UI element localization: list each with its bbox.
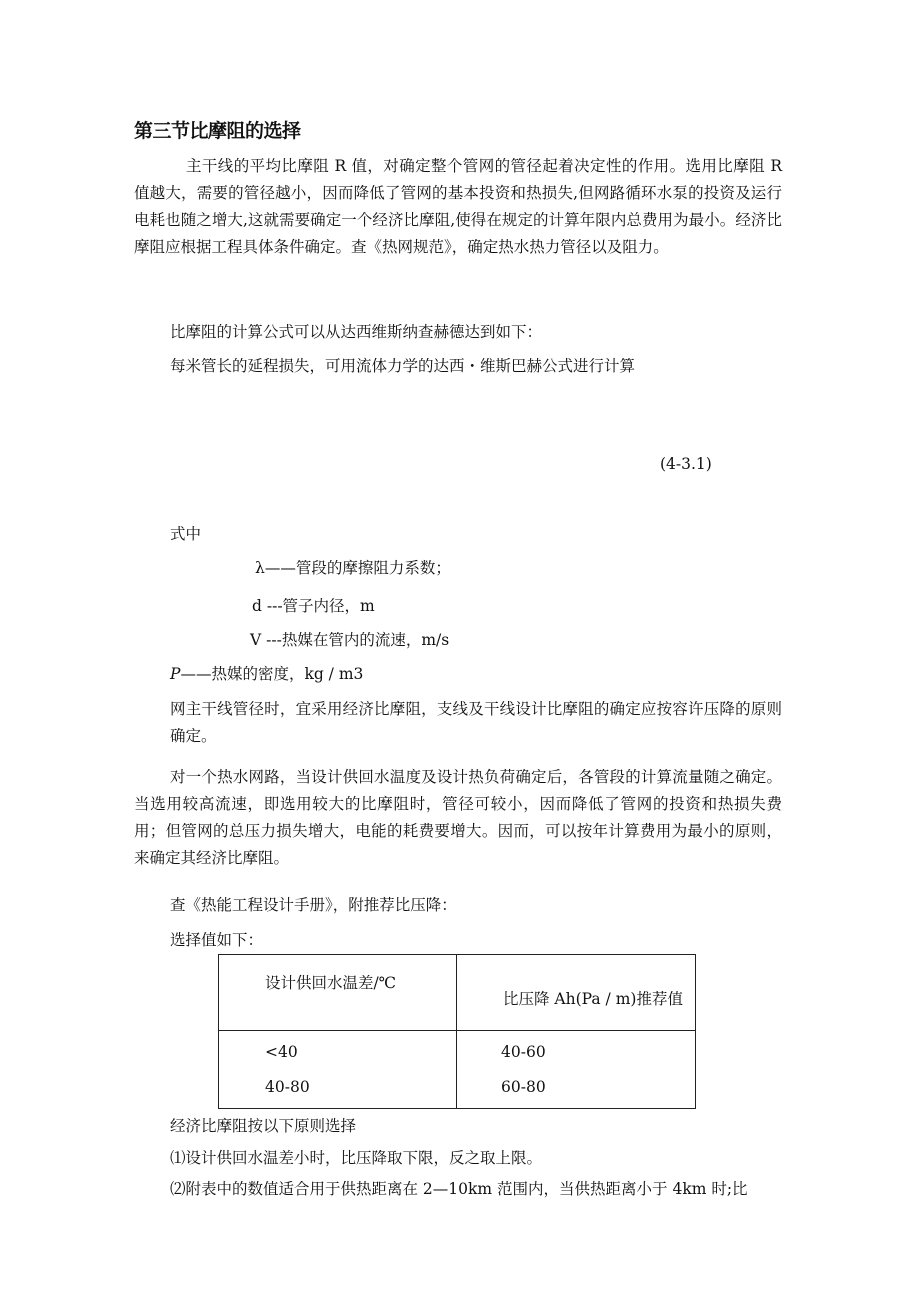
definition-density	[170, 662, 363, 684]
section-title: 第三节比摩阻的选择	[134, 120, 301, 142]
paragraph-design-manual: 查《热能工程设计手册》，附推荐比压降：	[170, 896, 457, 914]
definition-lambda: λ——管段的摩擦阻力系数；	[255, 559, 451, 577]
table-header-temp-diff: 设计供回水温差/℃	[265, 974, 397, 992]
table-column-divider	[456, 955, 457, 1108]
paragraph-intro: 主干线的平均比摩阻 R 值，对确定整个管网的管径起着决定性的作用。选用比摩阻 R 值越大，需要的管径越小，因而降低了管网的基本投资和热损失,但网路循环水泵的投资及运行电耗也随之增大,这就需要确定一个经济比摩阻,使得在规定的计算年限内总费用为最小。经济比摩阻应根据工程具体条件确定。查《热网规范》，确定热水热力管径以及阻力。	[134, 157, 782, 256]
paragraph-economic-principles: 经济比摩阻按以下原则选择	[170, 1117, 357, 1135]
definition-density-text: ——热媒的密度，kg / m3	[180, 665, 364, 683]
equation-number: (4-3.1)	[660, 455, 712, 473]
table-cell: 40-60	[501, 1043, 546, 1061]
table-cell: 60-80	[501, 1078, 546, 1096]
rho-symbol: P	[170, 665, 181, 683]
recommended-pressure-drop-table	[218, 954, 696, 1109]
paragraph-formula-source: 比摩阻的计算公式可以从达西维斯纳查赫德达到如下：	[170, 323, 543, 341]
table-cell: <40	[265, 1043, 298, 1061]
paragraph-main-pipe	[170, 696, 782, 750]
where-label: 式中	[170, 525, 202, 543]
paragraph-main-pipe-text: 网主干线管径时，宜采用经济比摩阻，支线及干线设计比摩阻的确定应按容许压降的原则确定。	[170, 700, 782, 745]
table-header-divider	[219, 1030, 695, 1031]
definition-velocity: V ---热媒在管内的流速，m/s	[250, 631, 450, 649]
table-header-pressure-drop: 比压降 Ah(Pa / m)推荐值	[503, 990, 683, 1008]
paragraph-formula-intro: 每米管长的延程损失，可用流体力学的达西・维斯巴赫公式进行计算	[170, 357, 636, 375]
paragraph-hot-water-network: 对一个热水网路，当设计供回水温度及设计热负荷确定后，各管段的计算流量随之确定。当选用较高流速，即选用较大的比摩阻时，管径可较小，因而降低了管网的投资和热损失费用；但管网的总压力损失增大，电能的耗费要增大。因而，可以按年计算费用为最小的原则，来确定其经济比摩阻。	[134, 768, 782, 867]
table-cell: 40-80	[265, 1078, 310, 1096]
list-item-rule-2: ⑵附表中的数值适合用于供热距离在 2—10km 范围内，当供热距离小于 4km 时;比	[170, 1180, 748, 1198]
definition-diameter: d ---管子内径，m	[252, 597, 375, 615]
paragraph-selection-values: 选择值如下：	[170, 931, 264, 949]
list-item-rule-1: ⑴设计供回水温差小时，比压降取下限，反之取上限。	[170, 1149, 543, 1167]
